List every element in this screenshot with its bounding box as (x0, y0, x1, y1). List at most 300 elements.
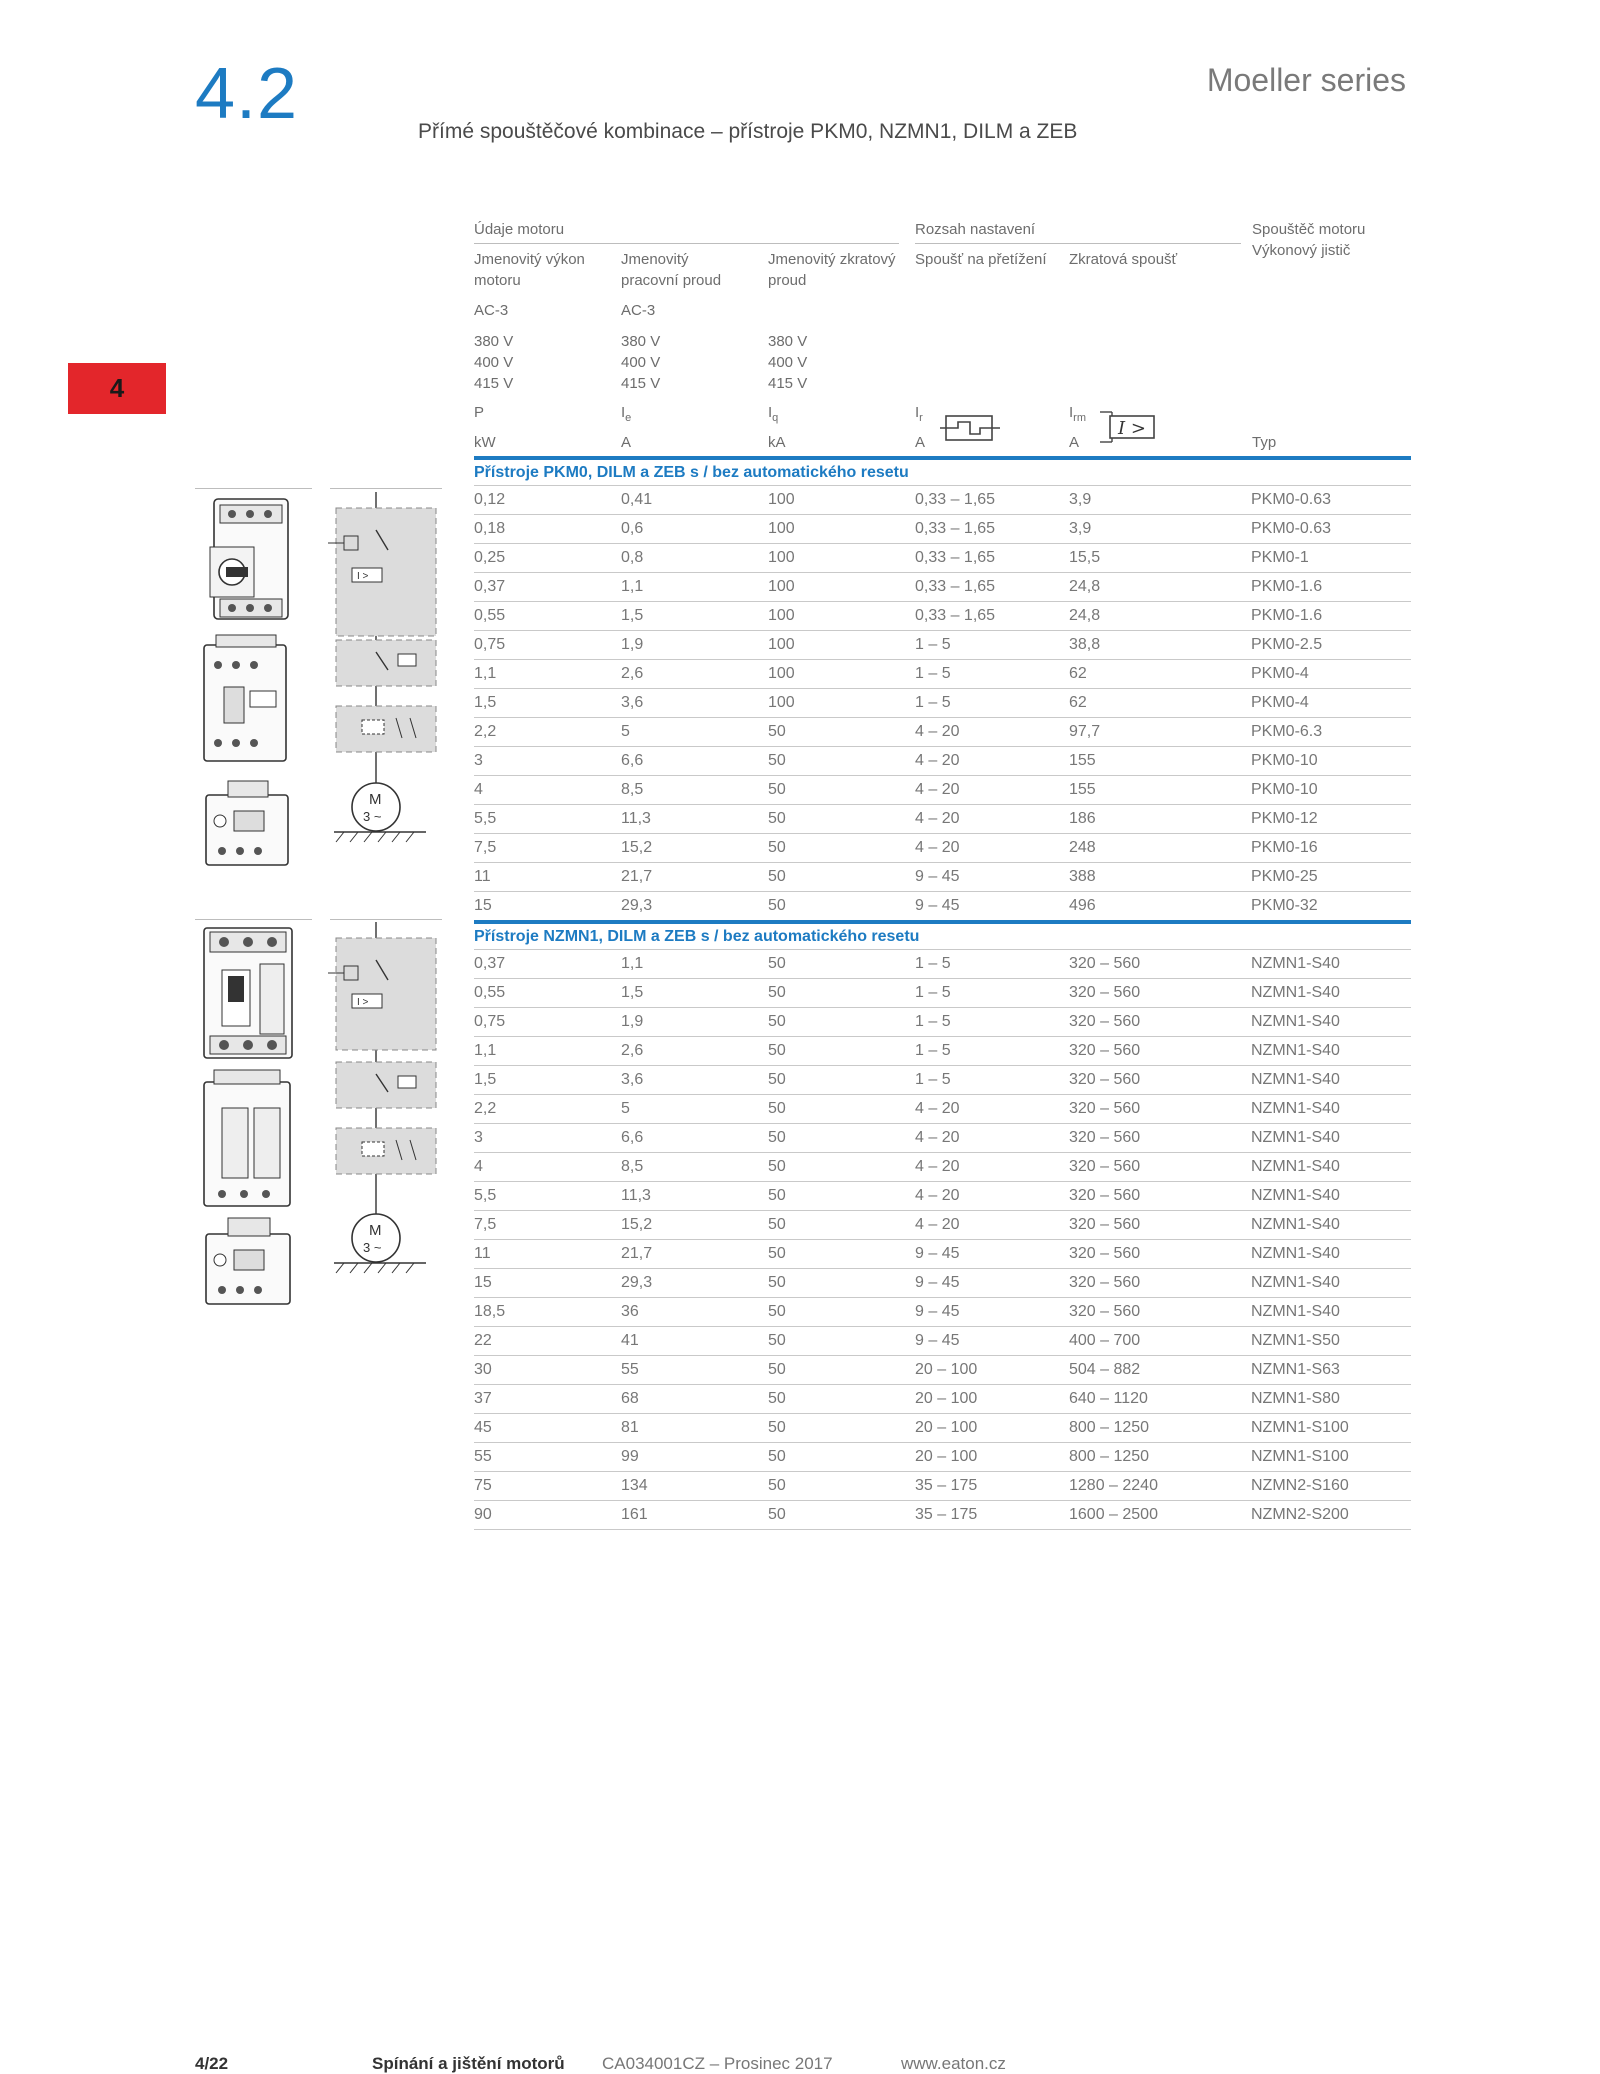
cell-short-circuit-ka: 50 (768, 1182, 915, 1211)
symbol-ir (915, 402, 923, 429)
cell-short-circuit-ka: 50 (768, 776, 915, 805)
cell-short-circuit-release: 155 (1069, 747, 1251, 776)
cell-short-circuit-ka: 50 (768, 1211, 915, 1240)
cell-overload-range: 4 – 20 (915, 1124, 1069, 1153)
cell-rated-current: 1,9 (621, 1008, 768, 1037)
cell-rated-current: 134 (621, 1472, 768, 1501)
cell-rated-current: 41 (621, 1327, 768, 1356)
symbol-ie-sub: e (625, 412, 632, 424)
cell-short-circuit-ka: 100 (768, 515, 915, 544)
cell-power-kw: 45 (474, 1414, 621, 1443)
motor-3ph: 3 ~ (363, 809, 382, 824)
voltage-380: 380 V (474, 333, 514, 350)
cell-overload-range: 9 – 45 (915, 863, 1069, 892)
cell-short-circuit-ka: 100 (768, 660, 915, 689)
cell-type: PKM0-10 (1251, 747, 1411, 776)
image-divider (195, 488, 312, 489)
table-row (474, 1211, 1411, 1240)
cell-type: NZMN1-S40 (1251, 1182, 1411, 1211)
section-title: Přístroje NZMN1, DILM a ZEB s / bez automatického resetu (474, 922, 1411, 950)
cell-overload-range: 1 – 5 (915, 950, 1069, 979)
cell-power-kw: 11 (474, 863, 621, 892)
cell-power-kw: 0,55 (474, 602, 621, 631)
table-row (474, 1269, 1411, 1298)
table-row (474, 805, 1411, 834)
cell-short-circuit-ka: 50 (768, 1414, 915, 1443)
cell-type: NZMN1-S40 (1251, 950, 1411, 979)
cell-power-kw: 1,1 (474, 1037, 621, 1066)
cell-overload-range: 4 – 20 (915, 1095, 1069, 1124)
voltage-415: 415 V (768, 375, 808, 392)
cell-overload-range: 1 – 5 (915, 689, 1069, 718)
cell-short-circuit-release: 320 – 560 (1069, 1182, 1251, 1211)
cell-rated-current: 6,6 (621, 747, 768, 776)
header-setting-range: Rozsah nastavení (915, 221, 1036, 238)
symbol-irm (1069, 402, 1086, 429)
header-breaker: Výkonový jistič (1252, 242, 1351, 259)
cell-power-kw: 1,1 (474, 660, 621, 689)
circuit-breaker-icon (204, 928, 292, 1058)
cell-short-circuit-release: 496 (1069, 892, 1251, 923)
header-ac3-a: AC-3 (474, 302, 509, 319)
cell-type: PKM0-1.6 (1251, 602, 1411, 631)
cell-overload-range: 9 – 45 (915, 1269, 1069, 1298)
cell-rated-current: 8,5 (621, 776, 768, 805)
cell-rated-current: 1,9 (621, 631, 768, 660)
pkm0-products-illustration (200, 495, 300, 880)
table-row (474, 1501, 1411, 1530)
cell-overload-range: 35 – 175 (915, 1501, 1069, 1530)
cell-short-circuit-ka: 50 (768, 1153, 915, 1182)
cell-power-kw: 0,75 (474, 1008, 621, 1037)
cell-short-circuit-release: 320 – 560 (1069, 1298, 1251, 1327)
cell-rated-current: 36 (621, 1298, 768, 1327)
cell-short-circuit-release: 320 – 560 (1069, 1211, 1251, 1240)
cell-power-kw: 5,5 (474, 1182, 621, 1211)
cell-rated-current: 11,3 (621, 805, 768, 834)
magnetic-trip-icon (1100, 408, 1160, 446)
table-row (474, 1037, 1411, 1066)
cell-power-kw: 0,55 (474, 979, 621, 1008)
header-voltages-1 (474, 331, 513, 394)
cell-short-circuit-release: 388 (1069, 863, 1251, 892)
page-number: 4/22 (195, 2054, 229, 2073)
chapter-tab[interactable]: 4 (68, 363, 166, 414)
cell-short-circuit-ka: 50 (768, 805, 915, 834)
cell-power-kw: 0,18 (474, 515, 621, 544)
table-row (474, 1182, 1411, 1211)
cell-power-kw: 0,37 (474, 950, 621, 979)
cell-type: NZMN1-S40 (1251, 1037, 1411, 1066)
cell-rated-current: 29,3 (621, 1269, 768, 1298)
cell-type: NZMN1-S40 (1251, 1066, 1411, 1095)
footer-url[interactable]: www.eaton.cz (901, 2054, 1006, 2073)
cell-overload-range: 1 – 5 (915, 660, 1069, 689)
cell-short-circuit-ka: 50 (768, 1501, 915, 1530)
magnetic-trip-label: I > (1118, 418, 1146, 439)
chapter-name: Spínání a jištění motorů (372, 2054, 565, 2073)
overload-relay-icon (206, 1218, 290, 1304)
cell-power-kw: 15 (474, 892, 621, 923)
cell-overload-range: 1 – 5 (915, 1066, 1069, 1095)
cell-short-circuit-release: 155 (1069, 776, 1251, 805)
cell-overload-range: 4 – 20 (915, 834, 1069, 863)
pkm0-circuit-diagram (326, 492, 446, 862)
cell-short-circuit-release: 248 (1069, 834, 1251, 863)
cell-type: NZMN1-S40 (1251, 1240, 1411, 1269)
cell-power-kw: 3 (474, 1124, 621, 1153)
cell-short-circuit-ka: 50 (768, 1037, 915, 1066)
cell-short-circuit-ka: 50 (768, 863, 915, 892)
cell-power-kw: 2,2 (474, 718, 621, 747)
cell-short-circuit-ka: 50 (768, 1008, 915, 1037)
nzmn1-products-illustration (200, 924, 300, 1314)
cell-type: PKM0-6.3 (1251, 718, 1411, 747)
header-ac3-b: AC-3 (621, 302, 656, 319)
table-row (474, 1414, 1411, 1443)
header-col1-l1: Jmenovitý výkon (474, 251, 585, 268)
cell-overload-range: 1 – 5 (915, 1008, 1069, 1037)
motor-protective-switch-icon (210, 499, 288, 619)
overload-relay-icon (206, 781, 288, 865)
unit-a-irm: A (1069, 434, 1080, 451)
cell-rated-current: 1,5 (621, 602, 768, 631)
symbol-iq-main: I (768, 404, 773, 421)
cell-power-kw: 4 (474, 1153, 621, 1182)
cell-rated-current: 5 (621, 1095, 768, 1124)
trip-label: I > (357, 997, 369, 1008)
cell-type: NZMN2-S160 (1251, 1472, 1411, 1501)
cell-power-kw: 11 (474, 1240, 621, 1269)
cell-overload-range: 1 – 5 (915, 1037, 1069, 1066)
table-row (474, 573, 1411, 602)
header-motor-data: Údaje motoru (474, 221, 565, 238)
cell-short-circuit-ka: 50 (768, 1298, 915, 1327)
cell-power-kw: 1,5 (474, 689, 621, 718)
cell-type: PKM0-12 (1251, 805, 1411, 834)
cell-power-kw: 5,5 (474, 805, 621, 834)
header-col1-l2: motoru (474, 272, 521, 289)
cell-rated-current: 1,1 (621, 573, 768, 602)
table-row (474, 1008, 1411, 1037)
header-starter: Spouštěč motoru (1252, 221, 1366, 238)
cell-short-circuit-release: 320 – 560 (1069, 1095, 1251, 1124)
unit-kw: kW (474, 434, 496, 451)
cell-overload-range: 20 – 100 (915, 1356, 1069, 1385)
motor-3ph: 3 ~ (363, 1240, 382, 1255)
header-voltages-3 (768, 331, 807, 394)
cell-short-circuit-release: 3,9 (1069, 515, 1251, 544)
unit-typ: Typ (1252, 434, 1277, 451)
table-row (474, 1153, 1411, 1182)
cell-short-circuit-ka: 50 (768, 834, 915, 863)
cell-type: NZMN2-S200 (1251, 1501, 1411, 1530)
table-row (474, 1298, 1411, 1327)
header-col2-l2: pracovní proud (621, 272, 722, 289)
cell-type: PKM0-10 (1251, 776, 1411, 805)
cell-short-circuit-ka: 100 (768, 544, 915, 573)
diagram-divider (330, 488, 442, 489)
cell-short-circuit-ka: 50 (768, 1240, 915, 1269)
footer-catalog: CA034001CZ – Prosinec 2017 (602, 2054, 833, 2073)
symbol-ie (621, 402, 631, 429)
voltage-400: 400 V (621, 354, 661, 371)
cell-type: PKM0-4 (1251, 660, 1411, 689)
cell-rated-current: 5 (621, 718, 768, 747)
cell-short-circuit-release: 640 – 1120 (1069, 1385, 1251, 1414)
cell-type: NZMN1-S80 (1251, 1385, 1411, 1414)
table-row (474, 834, 1411, 863)
cell-rated-current: 11,3 (621, 1182, 768, 1211)
header-rule-setting (915, 243, 1241, 244)
header-voltages-2 (621, 331, 660, 394)
cell-short-circuit-release: 38,8 (1069, 631, 1251, 660)
cell-overload-range: 4 – 20 (915, 1211, 1069, 1240)
table-row (474, 718, 1411, 747)
cell-rated-current: 2,6 (621, 1037, 768, 1066)
voltage-400: 400 V (768, 354, 808, 371)
cell-short-circuit-ka: 50 (768, 1124, 915, 1153)
cell-short-circuit-release: 1280 – 2240 (1069, 1472, 1251, 1501)
header-col3-l1: Jmenovitý zkratový (768, 251, 896, 268)
cell-short-circuit-release: 320 – 560 (1069, 1008, 1251, 1037)
table-row (474, 1327, 1411, 1356)
motor-m: M (369, 791, 382, 808)
cell-rated-current: 29,3 (621, 892, 768, 923)
cell-power-kw: 4 (474, 776, 621, 805)
cell-short-circuit-release: 1600 – 2500 (1069, 1501, 1251, 1530)
breaker-zone (336, 938, 436, 1050)
thermal-overload-icon (940, 410, 1002, 446)
cell-rated-current: 161 (621, 1501, 768, 1530)
cell-type: NZMN1-S40 (1251, 1269, 1411, 1298)
cell-short-circuit-release: 320 – 560 (1069, 1037, 1251, 1066)
cell-type: PKM0-32 (1251, 892, 1411, 923)
cell-overload-range: 1 – 5 (915, 979, 1069, 1008)
cell-short-circuit-ka: 50 (768, 1385, 915, 1414)
cell-short-circuit-ka: 50 (768, 1472, 915, 1501)
unit-ka: kA (768, 434, 786, 451)
section-header (474, 458, 1411, 486)
diagram-divider (330, 919, 442, 920)
cell-short-circuit-release: 62 (1069, 660, 1251, 689)
cell-short-circuit-ka: 50 (768, 1327, 915, 1356)
table-row (474, 1240, 1411, 1269)
cell-rated-current: 8,5 (621, 1153, 768, 1182)
cell-short-circuit-ka: 50 (768, 1066, 915, 1095)
table-row (474, 631, 1411, 660)
cell-rated-current: 1,5 (621, 979, 768, 1008)
cell-rated-current: 81 (621, 1414, 768, 1443)
cell-power-kw: 15 (474, 1269, 621, 1298)
table-row (474, 1472, 1411, 1501)
header-col2-l1: Jmenovitý (621, 251, 689, 268)
cell-short-circuit-ka: 100 (768, 689, 915, 718)
cell-overload-range: 1 – 5 (915, 631, 1069, 660)
section-title: Přístroje PKM0, DILM a ZEB s / bez automatického resetu (474, 458, 1411, 486)
cell-rated-current: 15,2 (621, 1211, 768, 1240)
cell-type: NZMN1-S100 (1251, 1414, 1411, 1443)
symbol-iq-sub: q (772, 412, 779, 424)
cell-power-kw: 22 (474, 1327, 621, 1356)
cell-short-circuit-release: 320 – 560 (1069, 979, 1251, 1008)
cell-type: NZMN1-S63 (1251, 1356, 1411, 1385)
trip-label: I > (357, 571, 369, 582)
cell-overload-range: 20 – 100 (915, 1443, 1069, 1472)
relay-zone (336, 706, 436, 752)
cell-short-circuit-ka: 100 (768, 486, 915, 515)
cell-rated-current: 3,6 (621, 1066, 768, 1095)
table-row (474, 979, 1411, 1008)
cell-overload-range: 35 – 175 (915, 1472, 1069, 1501)
cell-type: NZMN1-S100 (1251, 1443, 1411, 1472)
cell-type: NZMN1-S40 (1251, 1008, 1411, 1037)
table-row (474, 863, 1411, 892)
cell-short-circuit-release: 320 – 560 (1069, 1153, 1251, 1182)
contactor-zone (336, 1062, 436, 1108)
header-rule-motor (474, 243, 899, 244)
cell-type: PKM0-0.63 (1251, 486, 1411, 515)
cell-power-kw: 7,5 (474, 1211, 621, 1240)
cell-overload-range: 0,33 – 1,65 (915, 544, 1069, 573)
cell-short-circuit-ka: 50 (768, 1269, 915, 1298)
cell-power-kw: 30 (474, 1356, 621, 1385)
cell-short-circuit-release: 15,5 (1069, 544, 1251, 573)
cell-type: NZMN1-S40 (1251, 1298, 1411, 1327)
cell-overload-range: 9 – 45 (915, 1327, 1069, 1356)
cell-short-circuit-release: 320 – 560 (1069, 950, 1251, 979)
cell-type: PKM0-2.5 (1251, 631, 1411, 660)
cell-overload-range: 4 – 20 (915, 1182, 1069, 1211)
cell-short-circuit-release: 97,7 (1069, 718, 1251, 747)
table-row (474, 776, 1411, 805)
cell-short-circuit-release: 400 – 700 (1069, 1327, 1251, 1356)
cell-rated-current: 0,41 (621, 486, 768, 515)
cell-rated-current: 3,6 (621, 689, 768, 718)
cell-short-circuit-release: 320 – 560 (1069, 1066, 1251, 1095)
cell-rated-current: 99 (621, 1443, 768, 1472)
cell-power-kw: 7,5 (474, 834, 621, 863)
cell-rated-current: 0,6 (621, 515, 768, 544)
table-row (474, 544, 1411, 573)
cell-rated-current: 55 (621, 1356, 768, 1385)
cell-power-kw: 37 (474, 1385, 621, 1414)
cell-type: PKM0-4 (1251, 689, 1411, 718)
cell-short-circuit-release: 24,8 (1069, 602, 1251, 631)
cell-power-kw: 1,5 (474, 1066, 621, 1095)
voltage-415: 415 V (474, 375, 514, 392)
symbol-iq (768, 402, 778, 429)
cell-overload-range: 4 – 20 (915, 1153, 1069, 1182)
cell-power-kw: 0,37 (474, 573, 621, 602)
cell-power-kw: 0,12 (474, 486, 621, 515)
cell-rated-current: 21,7 (621, 1240, 768, 1269)
cell-power-kw: 3 (474, 747, 621, 776)
cell-power-kw: 0,25 (474, 544, 621, 573)
cell-short-circuit-release: 186 (1069, 805, 1251, 834)
cell-type: NZMN1-S40 (1251, 1095, 1411, 1124)
cell-power-kw: 55 (474, 1443, 621, 1472)
contactor-zone (336, 640, 436, 686)
series-title: Moeller series (1206, 62, 1406, 98)
cell-power-kw: 90 (474, 1501, 621, 1530)
cell-power-kw: 0,75 (474, 631, 621, 660)
cell-rated-current: 6,6 (621, 1124, 768, 1153)
symbol-ir-main: I (915, 404, 920, 421)
cell-short-circuit-release: 800 – 1250 (1069, 1414, 1251, 1443)
contactor-icon (204, 1070, 290, 1206)
table-row (474, 1443, 1411, 1472)
contactor-icon (204, 635, 286, 761)
cell-overload-range: 9 – 45 (915, 892, 1069, 923)
unit-a-ir: A (915, 434, 926, 451)
cell-overload-range: 0,33 – 1,65 (915, 573, 1069, 602)
table-row (474, 892, 1411, 923)
cell-rated-current: 1,1 (621, 950, 768, 979)
cell-overload-range: 4 – 20 (915, 805, 1069, 834)
table-row (474, 1356, 1411, 1385)
cell-type: PKM0-0.63 (1251, 515, 1411, 544)
footer-page-number (195, 2054, 228, 2074)
cell-type: NZMN1-S50 (1251, 1327, 1411, 1356)
breaker-zone (336, 508, 436, 636)
cell-short-circuit-release: 320 – 560 (1069, 1124, 1251, 1153)
cell-type: NZMN1-S40 (1251, 1211, 1411, 1240)
header-col5: Zkratová spoušť (1069, 251, 1178, 268)
cell-overload-range: 0,33 – 1,65 (915, 486, 1069, 515)
cell-type: NZMN1-S40 (1251, 1124, 1411, 1153)
table-row (474, 515, 1411, 544)
cell-type: NZMN1-S40 (1251, 1153, 1411, 1182)
symbol-irm-sub: rm (1073, 412, 1086, 424)
cell-overload-range: 4 – 20 (915, 747, 1069, 776)
cell-short-circuit-ka: 50 (768, 892, 915, 923)
table-row (474, 602, 1411, 631)
cell-type: PKM0-1 (1251, 544, 1411, 573)
cell-rated-current: 68 (621, 1385, 768, 1414)
voltage-380: 380 V (768, 333, 808, 350)
cell-rated-current: 0,8 (621, 544, 768, 573)
symbol-ir-sub: r (919, 412, 923, 424)
cell-overload-range: 4 – 20 (915, 776, 1069, 805)
header-col4: Spoušť na přetížení (915, 251, 1047, 268)
cell-short-circuit-release: 62 (1069, 689, 1251, 718)
cell-short-circuit-release: 800 – 1250 (1069, 1443, 1251, 1472)
section-header (474, 922, 1411, 950)
cell-power-kw: 18,5 (474, 1298, 621, 1327)
cell-short-circuit-release: 24,8 (1069, 573, 1251, 602)
voltage-415: 415 V (621, 375, 661, 392)
voltage-380: 380 V (621, 333, 661, 350)
cell-type: PKM0-25 (1251, 863, 1411, 892)
cell-short-circuit-ka: 50 (768, 950, 915, 979)
voltage-400: 400 V (474, 354, 514, 371)
table-row (474, 1385, 1411, 1414)
header-col3-l2: proud (768, 272, 807, 289)
cell-short-circuit-release: 504 – 882 (1069, 1356, 1251, 1385)
cell-short-circuit-ka: 100 (768, 602, 915, 631)
cell-short-circuit-release: 320 – 560 (1069, 1269, 1251, 1298)
table-row (474, 1095, 1411, 1124)
cell-overload-range: 0,33 – 1,65 (915, 602, 1069, 631)
page-subtitle: Přímé spouštěčové kombinace – přístroje PKM0, NZMN1, DILM a ZEB (418, 120, 1078, 143)
table-row (474, 1124, 1411, 1153)
cell-overload-range: 0,33 – 1,65 (915, 515, 1069, 544)
cell-power-kw: 75 (474, 1472, 621, 1501)
relay-zone (336, 1128, 436, 1174)
table-row (474, 1066, 1411, 1095)
cell-type: NZMN1-S40 (1251, 979, 1411, 1008)
